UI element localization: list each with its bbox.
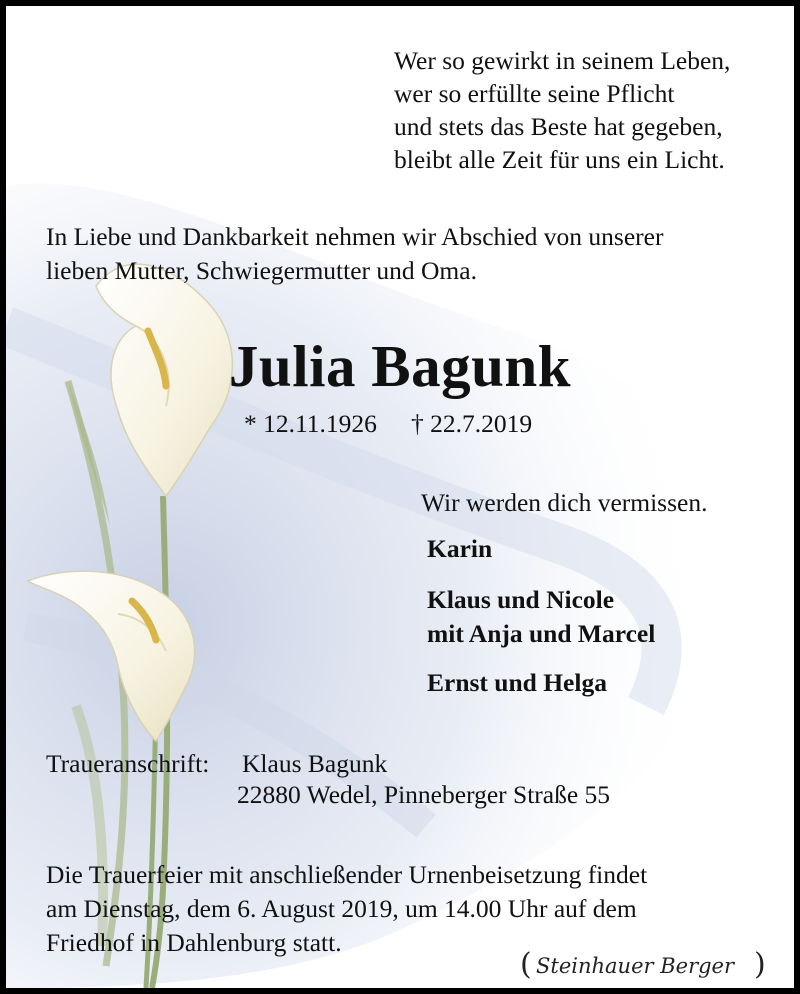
mourner-group (427, 532, 492, 566)
mourner-group (427, 583, 655, 651)
mourner-name: Ernst und Helga (427, 668, 607, 697)
mourner-group (427, 666, 607, 700)
mourners-intro: Wir werden dich vermissen. (421, 488, 708, 517)
intro-line: lieben Mutter, Schwiegermutter und Oma. (46, 256, 477, 285)
address-name: Klaus Bagunk (242, 749, 388, 778)
mourner-name: mit Anja und Marcel (427, 619, 656, 648)
mourner-name: Karin (427, 534, 493, 563)
svg-text:(: ( (520, 947, 532, 982)
service-line: am Dienstag, dem 6. August 2019, um 14.00 Uhr auf dem (46, 894, 637, 923)
poem-line: und stets das Beste hat gegeben, (394, 112, 723, 141)
farewell-intro (46, 220, 663, 288)
poem-line: bleibt alle Zeit für uns ein Licht. (394, 145, 725, 174)
memorial-poem (394, 44, 730, 176)
service-line: Friedhof in Dahlenburg statt. (46, 928, 342, 957)
intro-line: In Liebe und Dankbarkeit nehmen wir Abschied von unserer (46, 222, 664, 251)
address-label: Traueranschrift: (46, 749, 210, 778)
poem-line: Wer so gewirkt in seinem Leben, (394, 46, 731, 75)
svg-text:Steinhauer Berger: Steinhauer Berger (536, 954, 735, 978)
birth-date: * 12.11.1926 (244, 409, 377, 438)
svg-text:): ) (754, 947, 766, 982)
mourner-name: Klaus und Nicole (427, 585, 615, 614)
stonemason-logo (518, 944, 768, 984)
service-line: Die Trauerfeier mit anschließender Urnenbeisetzung findet (46, 860, 648, 889)
address-street: 22880 Wedel, Pinneberger Straße 55 (237, 780, 611, 809)
death-date: † 22.7.2019 (410, 409, 533, 438)
poem-line: wer so erfüllte seine Pflicht (394, 79, 675, 108)
deceased-name: Julia Bagunk (228, 333, 572, 399)
life-dates (244, 409, 532, 439)
